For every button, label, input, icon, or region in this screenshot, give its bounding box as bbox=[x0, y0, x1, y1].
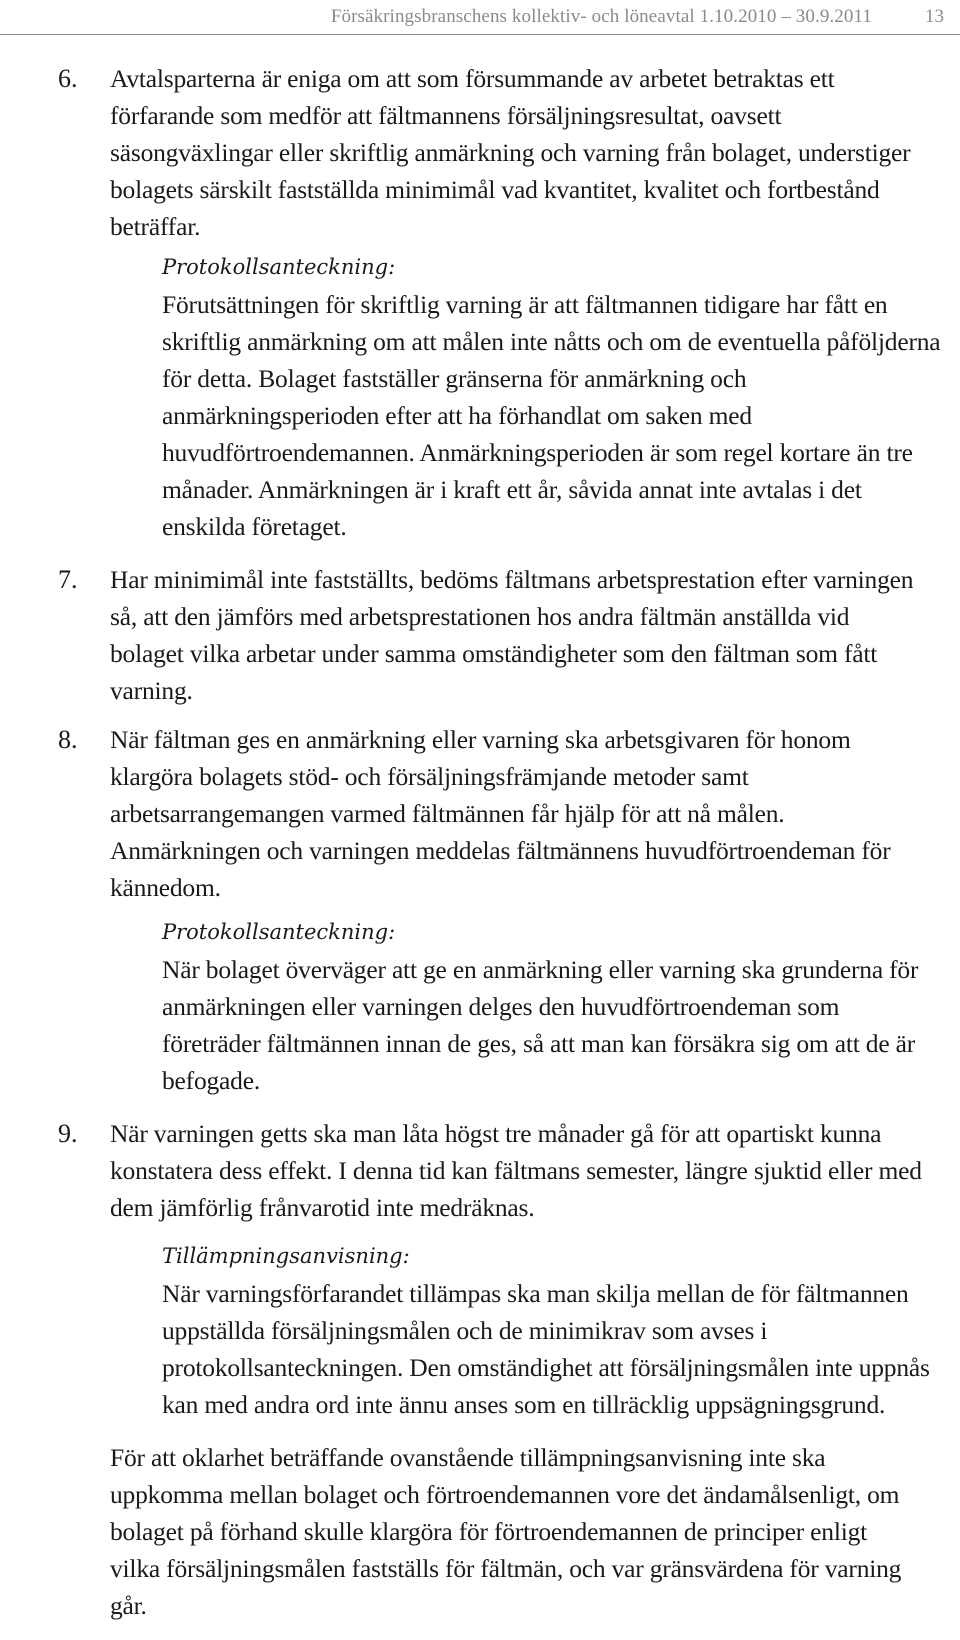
header-title: Försäkringsbranschens kollektiv- och löneavtal 1.10.2010 – 30.9.2011 bbox=[330, 6, 872, 27]
section-text: När fältman ges en anmärkning eller varning ska arbetsgivaren för honom klargöra bolagets stöd- och försäljningsfrämjande metoder samt arbetsarrangemangen varmed fältmännen får hjälp för att nå målen. Anmärkningen och varningen meddelas fältmännens huvudförtroendeman för kännedom. bbox=[110, 725, 891, 902]
protocol-note bbox=[162, 249, 942, 545]
application-note bbox=[162, 1238, 942, 1423]
note-text: När varningsförfarandet tillämpas ska man skilja mellan de för fältmannen uppställda försäljningsmålen och de minimikrav som avses i protokollsanteckningen. Den omständighet att försäljningsmålen inte uppnås kan med andra ord inte ännu anses som en tillräcklig uppsägningsgrund. bbox=[162, 1279, 930, 1419]
closing-paragraph: För att oklarhet beträffande ovanstående tillämpningsanvisning inte ska uppkomma mellan bolaget och förtroendemannen vore det ändamålsenligt, om bolaget på förhand skulle klargöra för förtroendemannen de principer enligt vilka försäljningsmålen fastställs för fältmän, och var gränsvärdena för varning går. bbox=[110, 1443, 902, 1620]
document-body bbox=[0, 60, 960, 1624]
section-text: När varningen getts ska man låta högst tre månader gå för att opartiskt kunna konstatera dess effekt. I denna tid kan fältmans semester, längre sjuktid eller med dem jämförlig frånvarotid inte medräknas. bbox=[110, 1119, 922, 1222]
note-label: Protokollsanteckning: bbox=[162, 920, 396, 944]
section-text: Har minimimål inte fastställts, bedöms fältmans arbetsprestation efter varningen så, att den jämförs med arbetsprestationen hos andra fältmän anställda vid bolaget vilka arbetar under samma omständigheter som den fältman som fått varning. bbox=[110, 565, 914, 705]
section-number: 9. bbox=[58, 1119, 78, 1148]
note-text: När bolaget överväger att ge en anmärkning eller varning ska grunderna för anmärkningen eller varningen delges den huvudförtroendeman som företräder fältmännen innan de ges, så att man kan försäkra sig om att de är befogade. bbox=[162, 955, 919, 1095]
protocol-note bbox=[162, 914, 942, 1099]
note-label: Tillämpningsanvisning: bbox=[162, 1244, 410, 1268]
section-8 bbox=[0, 721, 960, 1099]
page-number: 13 bbox=[925, 6, 944, 27]
section-7 bbox=[0, 561, 960, 709]
page-header bbox=[0, 0, 960, 35]
note-label: Protokollsanteckning: bbox=[162, 255, 396, 279]
note-text: Förutsättningen för skriftlig varning är att fältmannen tidigare har fått en skriftlig anmärkning om att målen inte nåtts och om de eventuella påföljderna för detta. Bolaget fastställer gränserna för anmärkning och anmärkningsperioden efter att ha förhandlat om saken med huvudförtroendemannen. Anmärkningsperioden är som regel kortare än tre månader. Anmärkningen är i kraft ett år, såvida annat inte avtalas i det enskilda företaget. bbox=[162, 290, 941, 541]
section-9 bbox=[0, 1115, 960, 1423]
section-number: 8. bbox=[58, 725, 78, 754]
section-number: 6. bbox=[58, 64, 78, 93]
section-text: Avtalsparterna är eniga om att som försummande av arbetet betraktas ett förfarande som medför att fältmannens försäljningsresultat, oavsett säsongväxlingar eller skriftlig anmärkning och varning från bolaget, understiger bolagets särskilt fastställda minimimål vad kvantitet, kvalitet och fortbestånd beträffar. bbox=[110, 64, 911, 241]
section-number: 7. bbox=[58, 565, 78, 594]
section-6 bbox=[0, 60, 960, 545]
